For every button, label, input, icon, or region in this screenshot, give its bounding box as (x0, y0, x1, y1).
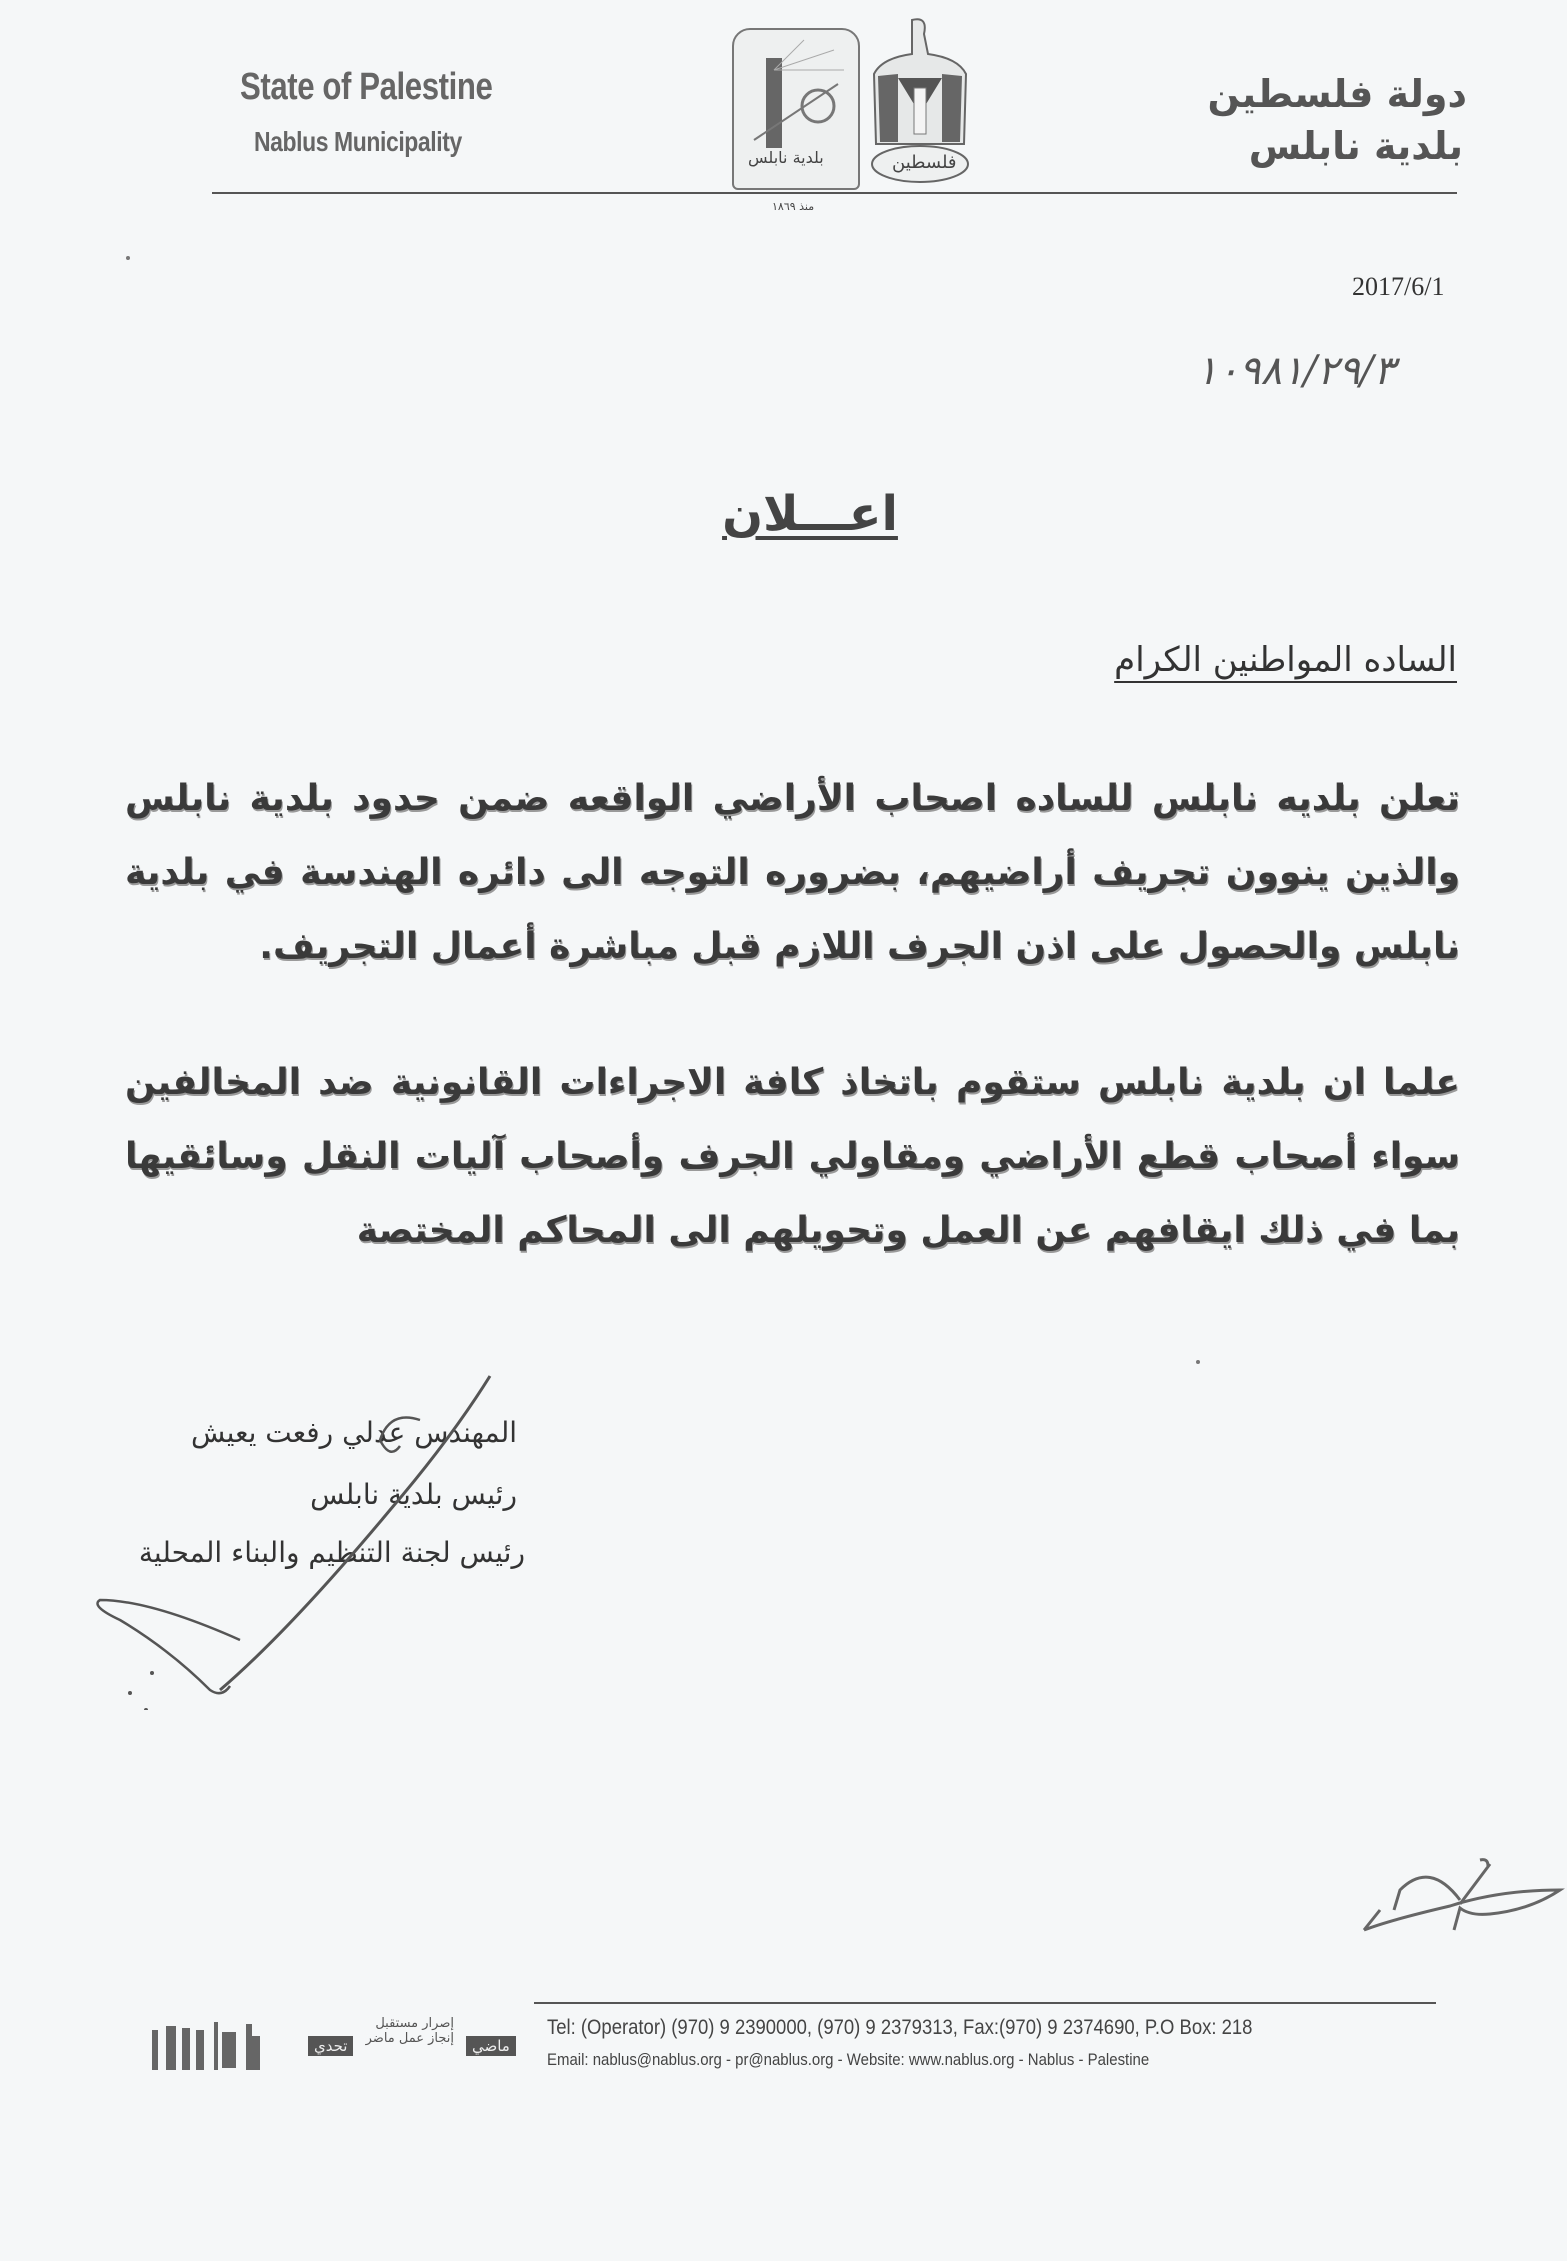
scan-speck (1196, 1360, 1200, 1364)
handwritten-initials (1360, 1850, 1567, 1960)
arabic-municipality-title: بلدية نابلس (1248, 124, 1463, 168)
english-municipality-title: Nablus Municipality (254, 126, 462, 157)
slogan-word-past: ماضي (466, 2036, 516, 2056)
footer-contact-line: Tel: (Operator) (970) 9 2390000, (970) 9 2379313, Fax:(970) 9 2374690, P.O Box: 218 (547, 2016, 1253, 2039)
nablus-municipality-emblem (732, 28, 860, 190)
people-silhouettes-icon (148, 2016, 268, 2076)
footer-divider (534, 2002, 1436, 2004)
municipality-emblem-label: بلدية نابلس (748, 148, 824, 167)
footer-slogan-graphic (148, 2008, 548, 2078)
announcement-title: اعـــلان (722, 486, 898, 542)
arabic-state-title: دولة فلسطين (1207, 72, 1467, 116)
slogan-words: إصرار مستقبل إنجاز عمل ماضر (365, 2016, 454, 2046)
scan-speck (126, 256, 130, 260)
body-paragraph-2: علما ان بلدية نابلس ستقوم باتخاذ كافة الاجراءات القانونية ضد المخالفين سواء أصحاب قطع الأراضي ومقاولي الجرف وأصحاب آليات النقل وسائقيها بما في ذلك ايقافهم عن العمل وتحويلهم الى المحاكم المختصة (125, 1062, 1460, 1251)
salutation: الساده المواطنين الكرام (1114, 640, 1457, 680)
handwritten-reference-number: ١٠٩٨١/٢٩/٣ (1196, 348, 1395, 394)
signatory-title-committee: رئيس لجنة التنظيم والبناء المحلية (138, 1536, 525, 1569)
english-state-title: State of Palestine (240, 66, 493, 108)
header-divider (212, 192, 1457, 194)
palestine-eagle-emblem (868, 14, 972, 186)
handwritten-signature (90, 1350, 530, 1710)
slogan-word-challenge: تحدي (308, 2036, 353, 2056)
body-paragraph-1: تعلن بلديه نابلس للساده اصحاب الأراضي الواقعه ضمن حدود بلدية نابلس والذين ينوون تجريف أراضيهم، بضروره التوجه الى دائره الهندسة في بلدية نابلس والحصول على اذن الجرف اللازم قبل مباشرة أعمال التجريف. (125, 778, 1460, 967)
document-date: 2017/6/1 (1352, 272, 1445, 301)
signatory-name: المهندس عدلي رفعت يعيش (190, 1416, 517, 1449)
footer-web-line: Email: nablus@nablus.org - pr@nablus.org - Website: www.nablus.org - Nablus - Palestine (547, 2050, 1150, 2069)
state-emblem-label: فلسطين (892, 152, 957, 173)
since-year-label: منذ ١٨٦٩ (772, 200, 815, 213)
signatory-title-mayor: رئيس بلدية نابلس (310, 1478, 517, 1511)
